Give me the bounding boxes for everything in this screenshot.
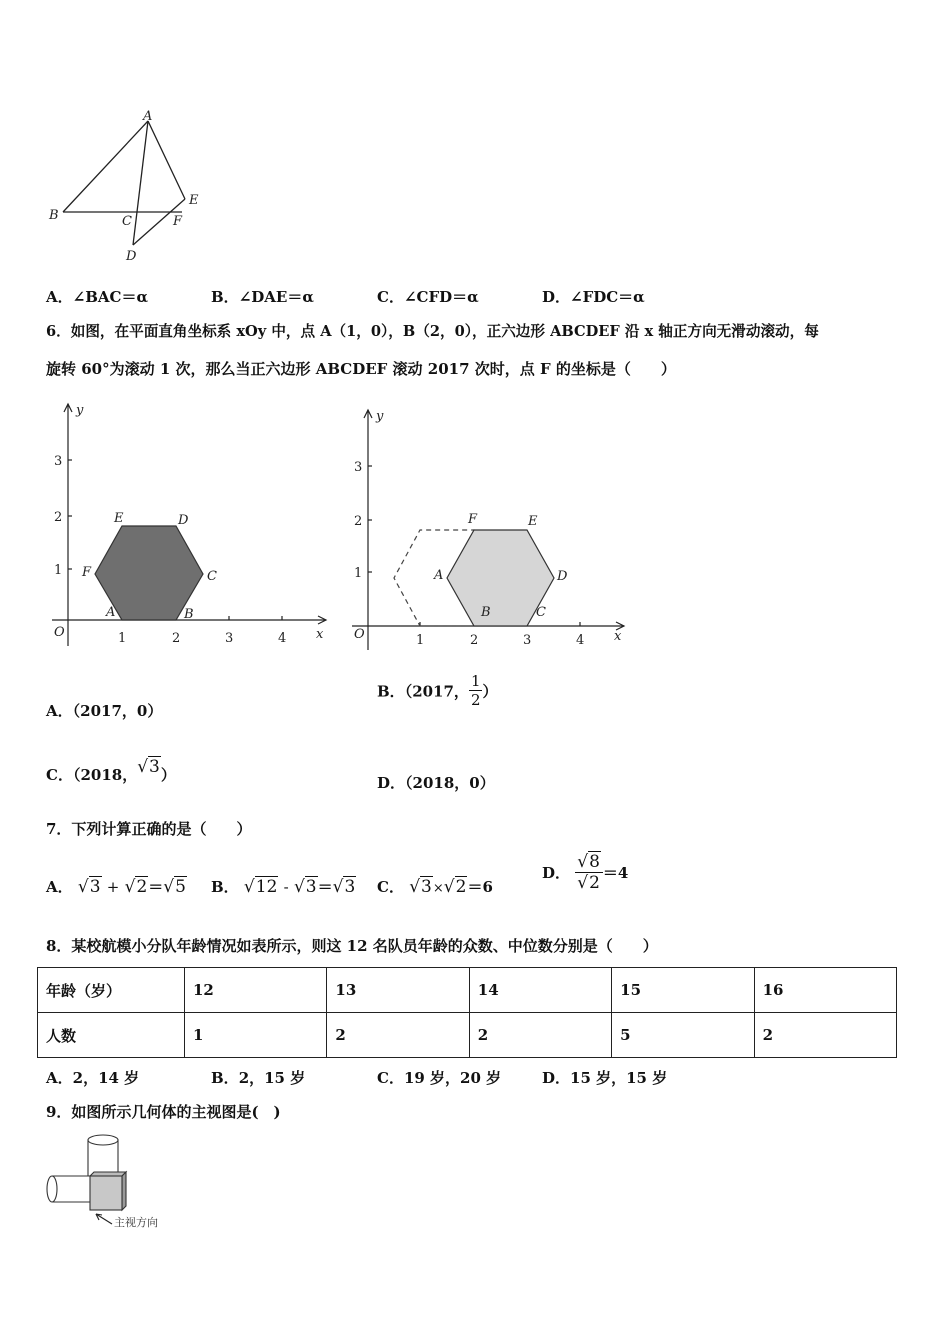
q7-option-a[interactable] [46,876,187,897]
q9-stem: 9．如图所示几何体的主视图是( ) [46,1103,281,1121]
q6-fig2-xtick-1: 1 [416,633,425,648]
q6-fig1-ytick-2: 2 [54,510,63,525]
q8-option-c-letter: C． [377,1069,404,1087]
q6-option-c-prefix: （2018， [72,766,138,784]
q7-option-b-sqrt-2: √3 [293,877,317,897]
q5-label-d: D [126,249,137,264]
q8-stem: 8．某校航模小分队年龄情况如表所示，则这 12 名队员年龄的众数、中位数分别是（ ） [46,937,658,955]
q5-option-a[interactable] [46,286,148,307]
table-row [38,968,897,1013]
q6-option-b-numerator: 1 [470,672,481,690]
q7-option-d-equals: ＝4 [602,864,629,882]
q6-option-b-fraction [469,672,483,709]
q6-fig2-origin: O [354,627,365,642]
q6-option-c-suffix: ） [160,766,176,784]
q6-fig2-x-label: x [614,629,622,644]
q6-figure-2 [344,404,634,654]
q6-option-a[interactable] [46,700,162,721]
q6-fig2-vertex-e: E [528,514,538,529]
q6-fig1-vertex-c: C [207,569,217,584]
q7-option-d-denominator [575,873,603,893]
q5-label-e: E [189,193,199,208]
q5-option-b-letter: B． [211,288,239,306]
q9-solid-figure [44,1132,174,1232]
q7-option-b-radicand-3: 3 [344,877,356,897]
q7-option-b-radicand-2: 3 [305,877,317,897]
q5-option-a-letter: A． [46,288,73,306]
q8-option-b[interactable] [211,1067,305,1088]
q8-age-table [37,967,897,1058]
q8-option-d[interactable] [542,1067,667,1088]
q6-fig1-vertex-b: B [184,607,194,622]
q6-option-c-sqrt: √3 [137,757,160,777]
q5-option-c-letter: C． [377,288,404,306]
q6-fig1-vertex-f: F [82,565,92,580]
q6-option-b-denominator: 2 [470,691,481,709]
q6-fig2-vertex-f: F [468,512,478,527]
q7-option-a-sqrt-1: √3 [77,877,101,897]
q8-cell-header-count: 人数 [38,1013,185,1058]
q8-option-d-letter: D． [542,1069,571,1087]
q5-label-a: A [143,109,153,124]
q7-option-c-operator: × [432,881,444,896]
q8-option-a-letter: A． [46,1069,73,1087]
q7-option-d-sqrt-den: √2 [577,873,600,893]
q7-option-c-sqrt-1: √3 [409,877,432,897]
q5-option-d[interactable] [542,286,645,307]
q6-option-b-suffix: ） [482,682,498,701]
q7-option-a-sqrt-3: √5 [163,877,186,897]
q6-fig1-vertex-e: E [114,511,124,526]
q7-option-c[interactable] [377,876,493,897]
q7-option-b-sqrt-1: √12 [243,877,278,897]
q6-fig1-ytick-3: 3 [54,454,63,469]
q8-cell-age-15: 15 [612,968,754,1013]
q6-option-d-letter: D． [377,774,406,792]
q6-fig2-vertex-d: D [557,569,568,584]
q8-cell-header-age: 年龄（岁） [38,968,185,1013]
q7-option-a-sqrt-2: √2 [124,877,148,897]
q8-cell-count-14: 2 [469,1013,611,1058]
q7-option-c-letter: C． [377,878,404,896]
q7-option-a-equals: ＝ [148,878,164,896]
q6-fig1-xtick-4: 4 [278,631,287,646]
q5-label-f: F [173,214,183,229]
q5-option-a-text: ∠BAC＝α [72,288,149,306]
q8-option-b-letter: B． [211,1069,239,1087]
q6-fig1-x-label: x [316,627,324,642]
q6-option-a-letter: A． [46,702,73,720]
q7-option-a-letter: A． [46,878,73,896]
q8-cell-age-13: 13 [327,968,469,1013]
q9-arrow-label: 主视方向 [114,1216,158,1229]
q6-fig1-xtick-3: 3 [225,631,234,646]
q5-option-d-text: ∠FDC＝α [570,288,645,306]
q5-option-b-text: ∠DAE＝α [238,288,314,306]
q8-option-d-text: 15 岁，15 岁 [570,1069,668,1087]
q6-fig1-origin: O [54,625,65,640]
q6-option-b-letter: B． [377,682,405,701]
q6-fig1-xtick-1: 1 [118,631,127,646]
q6-fig2-y-label: y [376,409,384,424]
q6-fig1-vertex-d: D [178,513,189,528]
q6-option-b-prefix: （2017， [404,682,469,701]
q6-option-c[interactable] [46,757,176,785]
q6-fig2-ytick-2: 2 [354,514,363,529]
q6-stem-line2: 旋转 60°为滚动 1 次，那么当正六边形 ABCDEF 滚动 2017 次时，点 F 的坐标是（ ） [46,360,676,378]
q8-cell-age-12: 12 [185,968,327,1013]
q8-option-a-text: 2，14 岁 [72,1069,140,1087]
q7-option-b-equals: ＝ [317,878,333,896]
q7-option-c-radicand-1: 3 [421,877,432,897]
q5-option-c-text: ∠CFD＝α [403,288,479,306]
q7-option-a-radicand-2: 2 [136,877,148,897]
q6-option-c-letter: C． [46,766,73,784]
q7-option-a-radicand-1: 3 [89,877,101,897]
q7-option-b[interactable] [211,876,356,897]
q6-fig2-xtick-3: 3 [523,633,532,648]
q7-option-b-sqrt-3: √3 [332,877,356,897]
q6-fig2-ytick-1: 1 [354,566,363,581]
q6-fig1-y-label: y [76,403,84,418]
table-row [38,1013,897,1058]
q8-option-a[interactable] [46,1067,139,1088]
q5-option-b[interactable] [211,286,314,307]
q7-option-b-letter: B． [211,878,239,896]
q7-option-b-operator: - [283,878,289,896]
q6-fig1-ytick-1: 1 [54,563,63,578]
q8-cell-count-16: 2 [754,1013,896,1058]
q7-option-a-radicand-3: 5 [175,877,186,897]
q6-fig2-ytick-3: 3 [354,460,363,475]
q8-cell-age-14: 14 [469,968,611,1013]
q7-option-d[interactable] [542,852,628,893]
q6-option-a-text: （2017，0） [72,702,163,720]
q6-stem-line1: 6．如图，在平面直角坐标系 xOy 中，点 A（1，0），B（2，0），正六边形 ABCDEF 沿 x 轴正方向无滑动滚动，每 [46,323,819,340]
q8-cell-count-13: 2 [327,1013,469,1058]
q7-option-a-operator: + [106,878,120,896]
q7-option-d-sqrt-num: √8 [577,852,600,872]
q8-cell-count-12: 1 [185,1013,327,1058]
q7-option-c-sqrt-2: √2 [443,877,467,897]
q5-label-c: C [122,214,132,229]
q8-cell-age-16: 16 [754,968,896,1013]
q7-option-b-radicand-1: 12 [255,877,278,897]
q6-figure-1 [44,398,334,648]
q7-option-c-equals: ＝6 [467,878,493,896]
q5-triangle-figure [40,108,220,268]
q6-fig2-vertex-b: B [481,605,491,620]
q7-option-d-letter: D． [542,864,571,882]
q6-fig2-xtick-4: 4 [576,633,585,648]
q7-option-d-fraction [575,852,603,893]
q6-fig2-vertex-c: C [536,605,546,620]
q6-option-d[interactable] [377,772,495,793]
q6-option-d-text: （2018，0） [405,774,495,792]
q8-cell-count-15: 5 [612,1013,754,1058]
q7-option-d-radicand-den: 2 [589,873,600,893]
q7-option-d-radicand-num: 8 [589,852,600,872]
q6-option-b[interactable] [377,672,498,709]
q7-stem: 7．下列计算正确的是（ ） [46,820,252,838]
q5-option-d-letter: D． [542,288,571,306]
q8-option-b-text: 2，15 岁 [238,1069,306,1087]
q6-fig1-xtick-2: 2 [172,631,181,646]
q6-fig2-vertex-a: A [434,568,444,583]
q5-label-b: B [49,208,59,223]
q8-option-c-text: 19 岁，20 岁 [403,1069,502,1087]
q6-option-c-radicand: 3 [149,757,160,777]
q7-option-c-radicand-2: 2 [455,877,467,897]
q7-option-d-numerator [575,852,603,873]
q6-fig2-xtick-2: 2 [470,633,479,648]
q5-option-c[interactable] [377,286,479,307]
q6-fig1-vertex-a: A [106,605,116,620]
q8-option-c[interactable] [377,1067,501,1088]
